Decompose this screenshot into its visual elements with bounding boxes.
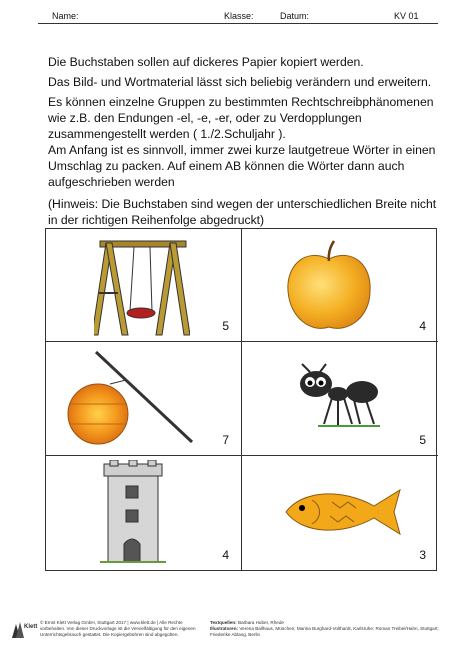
worksheet-header [38, 6, 438, 24]
letter-count: 5 [222, 319, 229, 333]
picture-card [46, 229, 242, 342]
picture-card [242, 456, 438, 570]
letter-count: 4 [419, 319, 426, 333]
textquellen-value: Barbara Huber, Rhede [238, 620, 284, 625]
picture-card [46, 342, 242, 456]
swing-icon [94, 235, 190, 339]
lantern-icon [56, 348, 196, 452]
letter-count: 7 [222, 433, 229, 447]
copyright-notice: © Ernst Klett Verlag GmbH, Stuttgart 2017 | www.klett.de | Alle Rechte vorbehalten. Von dieser Druckvorlage ist die Vervielfältigung für den eigenen Unterrichtsgebrauch gestattet. Die Kopiergebühren sind abgegolten. [40, 620, 196, 637]
tower-icon [96, 460, 170, 566]
datum-label: Datum: [280, 11, 310, 21]
picture-card [242, 229, 438, 342]
picture-card [46, 456, 242, 570]
picture-card-grid [45, 228, 437, 571]
hint-paragraph: (Hinweis: Die Buchstaben sind wegen der unterschiedlichen Breite nicht in der richtigen Reihenfolge abgedruckt) [48, 197, 437, 227]
klett-logo-icon [10, 620, 38, 640]
letter-count: 3 [419, 548, 426, 562]
credits [210, 620, 450, 638]
illustratoren-value: Verena Ballhaus, München; Marina Burghard-Volthardt, Karlsruhe; Roman Treibel/Hahn, Stuttgart; Friederike Ablang, Berlin [210, 626, 439, 637]
illustratoren-label: Illustratoren: [210, 626, 239, 631]
instruction-paragraph: Die Buchstaben sollen auf dickeres Papier kopiert werden. [48, 55, 364, 69]
ant-icon [294, 362, 384, 432]
picture-card [242, 342, 438, 456]
name-label: Name: [52, 11, 79, 21]
klasse-label: Klasse: [224, 11, 254, 21]
kv-label: KV 01 [394, 11, 419, 21]
letter-count: 5 [419, 433, 426, 447]
textquellen-label: Textquellen: [210, 620, 237, 625]
apple-icon [284, 239, 374, 335]
instruction-paragraph: Das Bild- und Wortmaterial lässt sich beliebig verändern und erweitern. [48, 75, 432, 89]
instruction-paragraph: Es können einzelne Gruppen zu bestimmten Rechtschreibphänomenen wie z.B. den Endungen -el, -e, -er, oder zu Verdopplungen zusammengestellt werden ( 1./2.Schuljahr ). [48, 95, 434, 141]
klett-logo-text: Klett [24, 624, 38, 630]
letter-count: 4 [222, 548, 229, 562]
page-footer [10, 618, 450, 648]
fish-icon [282, 484, 406, 540]
instruction-paragraph: Am Anfang ist es sinnvoll, immer zwei kurze lautgetreue Wörter in einen Umschlag zu packen. Auf einem AB können die Wörter dann auch aufgeschrieben werden [48, 143, 436, 189]
